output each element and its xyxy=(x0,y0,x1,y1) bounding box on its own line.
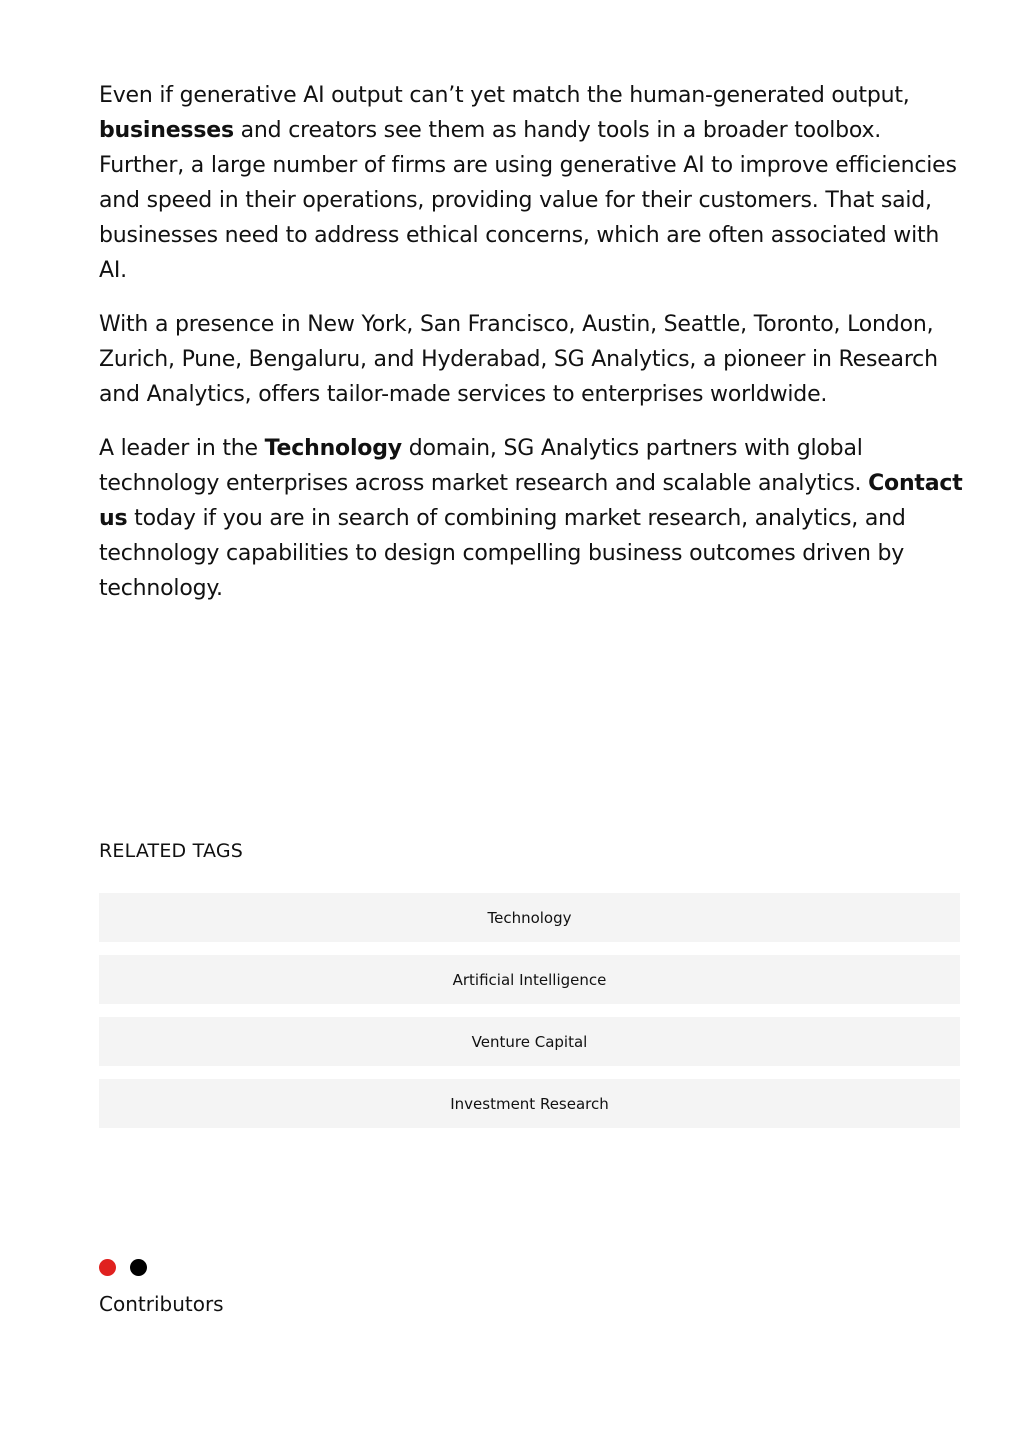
tag-artificial-intelligence[interactable]: Artificial Intelligence xyxy=(99,955,960,1004)
technology-link[interactable]: Technology xyxy=(264,436,402,461)
related-tags-list xyxy=(99,893,960,1141)
tag-investment-research[interactable]: Investment Research xyxy=(99,1079,960,1128)
contact-us-link[interactable]: Contact us xyxy=(99,471,963,531)
contributors-label: Contributors xyxy=(99,1292,224,1316)
related-tags-heading: RELATED TAGS xyxy=(99,840,244,862)
red-dot-icon xyxy=(99,1259,116,1276)
paragraph-1 xyxy=(99,78,969,288)
article-body xyxy=(99,78,969,625)
tag-venture-capital[interactable]: Venture Capital xyxy=(99,1017,960,1066)
black-dot-icon xyxy=(130,1259,147,1276)
businesses-link[interactable]: businesses xyxy=(99,118,234,143)
paragraph-3-text-end: today if you are in search of combining market research, analytics, and technology capabilities to design compelling business outcomes driven by technology. xyxy=(99,506,906,601)
paragraph-1-text-start: Even if generative AI output can’t yet match the human-generated output, xyxy=(99,83,910,108)
paragraph-3-text-middle: domain, SG Analytics partners with global technology enterprises across market research and scalable analytics. xyxy=(99,436,869,496)
paragraph-3-text-start: A leader in the xyxy=(99,436,265,461)
contributors-avatars xyxy=(99,1259,147,1277)
paragraph-3 xyxy=(99,431,969,606)
tag-technology[interactable]: Technology xyxy=(99,893,960,942)
paragraph-2: With a presence in New York, San Francisco, Austin, Seattle, Toronto, London, Zurich, Pune, Bengaluru, and Hyderabad, SG Analytics, a pioneer in Research and Analytics, offers tailor-made services to enterprises worldwide. xyxy=(99,312,938,407)
paragraph-1-text-end: and creators see them as handy tools in a broader toolbox. Further, a large number of firms are using generative AI to improve efficiencies and speed in their operations, providing value for their customers. That said, businesses need to address ethical concerns, which are often associated with AI. xyxy=(99,118,957,283)
